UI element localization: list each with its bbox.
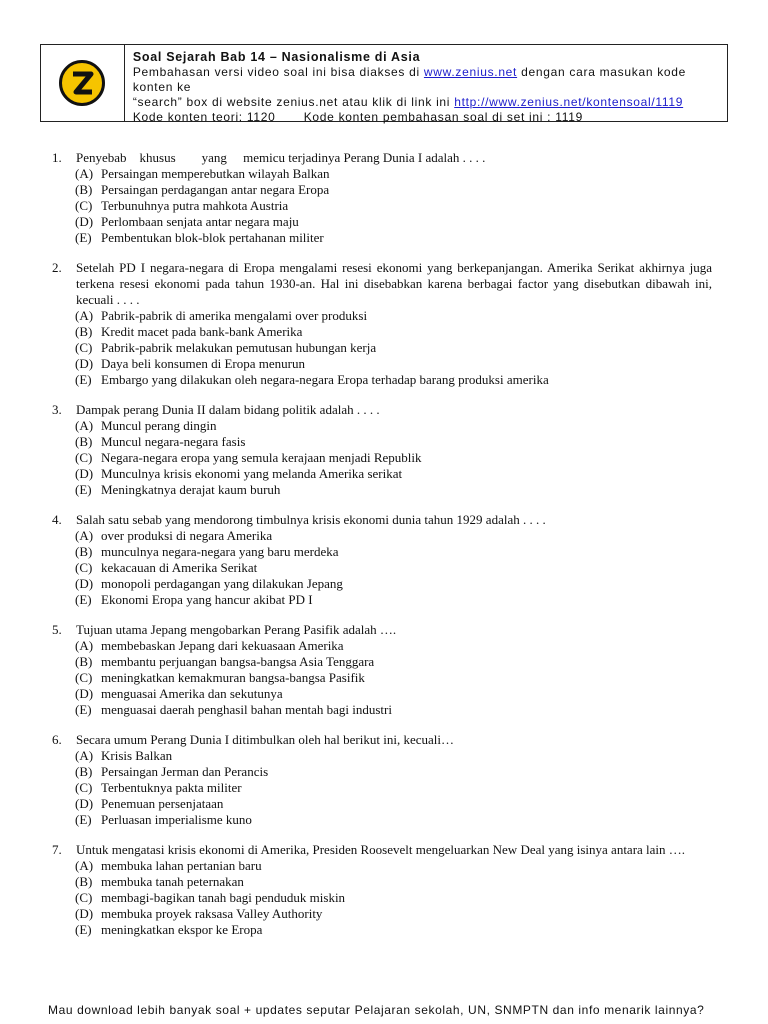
answer-option [75,340,712,356]
answer-option [75,214,712,230]
option-text: Muncul negara-negara fasis [101,434,246,449]
answer-option [75,890,712,906]
answer-option [75,198,712,214]
question-text: Secara umum Perang Dunia I ditimbulkan oleh hal berikut ini, kecuali… [76,732,454,747]
option-text: Perluasan imperialisme kuno [101,812,252,827]
option-text: munculnya negara-negara yang baru merdeka [101,544,339,559]
option-letter: (D) [75,356,94,371]
option-text: Terbentuknya pakta militer [101,780,242,795]
option-letter: (E) [75,592,92,607]
question-number: 3. [52,402,62,417]
option-text: over produksi di negara Amerika [101,528,273,543]
option-text: Muncul perang dingin [101,418,217,433]
option-letter: (E) [75,372,92,387]
option-text: Meningkatnya derajat kaum buruh [101,482,281,497]
option-text: Embargo yang dilakukan oleh negara-negara Eropa terhadap barang produksi amerika [101,372,549,387]
option-letter: (A) [75,418,94,433]
question-line [52,842,712,858]
question-line [52,150,712,166]
logo-cell [41,45,125,121]
question-item [52,842,712,938]
answer-option [75,702,712,718]
header-info [125,45,727,124]
option-letter: (C) [75,340,93,355]
question-text: Tujuan utama Jepang mengobarkan Perang Pasifik adalah …. [76,622,397,637]
option-text: Pembentukan blok-blok pertahanan militer [101,230,324,245]
answer-option [75,748,712,764]
option-text: membuka proyek raksasa Valley Authority [101,906,323,921]
option-list [75,166,712,246]
option-letter: (C) [75,560,93,575]
option-letter: (D) [75,466,94,481]
answer-option [75,670,712,686]
option-letter: (D) [75,906,94,921]
header-line-4: Kode konten teori: 1120 Kode konten pembahasan soal di set ini : 1119 [132,110,583,124]
option-text: meningkatkan kemakmuran bangsa-bangsa Pasifik [101,670,365,685]
option-text: Pabrik-pabrik di amerika mengalami over produksi [101,308,368,323]
question-line [52,260,716,308]
question-line [52,512,712,528]
option-text: monopoli perdagangan yang dilakukan Jepang [101,576,343,591]
option-letter: (A) [75,308,94,323]
option-letter: (B) [75,764,93,779]
answer-option [75,356,712,372]
answer-option [75,466,712,482]
option-letter: (A) [75,858,94,873]
question-item [52,150,712,246]
option-list [75,418,712,498]
option-text: meningkatkan ekspor ke Eropa [101,922,263,937]
option-letter: (E) [75,922,92,937]
question-text: Salah satu sebab yang mendorong timbulnya krisis ekonomi dunia tahun 1929 adalah . . . . [76,512,546,527]
option-text: Penemuan persenjataan [101,796,224,811]
option-letter: (C) [75,670,93,685]
option-text: membebaskan Jepang dari kekuasaan Amerika [101,638,344,653]
question-item [52,512,712,608]
answer-option [75,560,712,576]
option-text: Daya beli konsumen di Eropa menurun [101,356,305,371]
option-letter: (D) [75,796,94,811]
option-letter: (B) [75,434,93,449]
option-list [75,748,712,828]
answer-option [75,434,712,450]
document-title: Soal Sejarah Bab 14 – Nasionalisme di Asia [132,50,421,64]
answer-option [75,372,712,388]
question-line [52,732,712,748]
answer-option [75,450,712,466]
answer-option [75,182,712,198]
footer-text: Mau download lebih banyak soal + updates seputar Pelajaran sekolah, UN, SNMPTN dan info menarik lainnya? [48,1003,705,1017]
answer-option [75,576,712,592]
question-text: Setelah PD I negara-negara di Eropa mengalami resesi ekonomi yang berkepanjangan. Amerika Serikat akhirnya juga terkena resesi ekonomi pada tahun 1930-an. Hal ini disebabkan karena berbagai factor yang disebutkan dibawah ini, kecuali . . . . [76,260,716,307]
answer-option [75,592,712,608]
header-text: Pembahasan versi video soal ini bisa diakses di [132,65,424,79]
option-letter: (B) [75,544,93,559]
option-letter: (E) [75,230,92,245]
answer-option [75,418,712,434]
option-letter: (C) [75,450,93,465]
option-list [75,308,712,388]
option-text: Negara-negara eropa yang semula kerajaan menjadi Republik [101,450,422,465]
option-text: menguasai Amerika dan sekutunya [101,686,283,701]
answer-option [75,796,712,812]
option-letter: (A) [75,528,94,543]
option-text: Munculnya krisis ekonomi yang melanda Amerika serikat [101,466,403,481]
option-letter: (D) [75,214,94,229]
option-text: Pabrik-pabrik melakukan pemutusan hubungan kerja [101,340,377,355]
header-text: “search” box di website zenius.net atau klik di link ini [132,95,455,109]
header-text: dengan cara masukan kode konten ke [132,65,687,94]
option-text: Krisis Balkan [101,748,173,763]
question-item [52,260,716,388]
option-letter: (A) [75,748,94,763]
question-number: 1. [52,150,62,165]
zenius-link[interactable]: www.zenius.net [423,65,518,79]
answer-option [75,166,712,182]
question-list [52,150,716,952]
question-text: Untuk mengatasi krisis ekonomi di Amerika, Presiden Roosevelt mengeluarkan New Deal yang isinya antara lain …. [76,842,686,857]
answer-option [75,638,712,654]
option-letter: (C) [75,198,93,213]
option-text: Terbunuhnya putra mahkota Austria [101,198,289,213]
answer-option [75,764,712,780]
option-letter: (D) [75,686,94,701]
question-number: 7. [52,842,62,857]
question-item [52,622,712,718]
option-letter: (A) [75,166,94,181]
option-letter: (B) [75,182,93,197]
question-text: Dampak perang Dunia II dalam bidang politik adalah . . . . [76,402,380,417]
option-text: menguasai daerah penghasil bahan mentah bagi industri [101,702,392,717]
option-text: kekacauan di Amerika Serikat [101,560,258,575]
option-letter: (C) [75,890,93,905]
option-list [75,528,712,608]
question-number: 6. [52,732,62,747]
option-text: Persaingan perdagangan antar negara Eropa [101,182,330,197]
option-list [75,638,712,718]
option-letter: (E) [75,812,92,827]
question-number: 2. [52,260,62,275]
option-text: Ekonomi Eropa yang hancur akibat PD I [101,592,313,607]
option-text: membuka tanah peternakan [101,874,244,889]
option-letter: (E) [75,702,92,717]
answer-option [75,780,712,796]
option-letter: (B) [75,654,93,669]
header-line-3 [133,95,719,110]
option-letter: (B) [75,324,93,339]
option-letter: (C) [75,780,93,795]
kontensoal-link[interactable]: http://www.zenius.net/kontensoal/1119 [454,95,684,109]
option-text: Kredit macet pada bank-bank Amerika [101,324,303,339]
option-letter: (E) [75,482,92,497]
option-text: membuka lahan pertanian baru [101,858,262,873]
answer-option [75,544,712,560]
option-letter: (B) [75,874,93,889]
answer-option [75,528,712,544]
question-number: 4. [52,512,62,527]
option-text: membantu perjuangan bangsa-bangsa Asia Tenggara [101,654,375,669]
question-line [52,402,712,418]
answer-option [75,906,712,922]
zenius-logo-icon [59,60,105,106]
answer-option [75,324,712,340]
answer-option [75,654,712,670]
option-list [75,858,712,938]
question-line [52,622,712,638]
header-line-2 [133,65,719,95]
question-item [52,402,712,498]
option-text: Persaingan memperebutkan wilayah Balkan [101,166,330,181]
question-text: Penyebab khusus yang memicu terjadinya Perang Dunia I adalah . . . . [76,150,486,165]
question-number: 5. [52,622,62,637]
option-letter: (D) [75,576,94,591]
answer-option [75,686,712,702]
header-box [40,44,728,122]
answer-option [75,922,712,938]
option-text: Persaingan Jerman dan Perancis [101,764,269,779]
answer-option [75,812,712,828]
answer-option [75,308,712,324]
answer-option [75,858,712,874]
answer-option [75,230,712,246]
option-letter: (A) [75,638,94,653]
answer-option [75,874,712,890]
option-text: membagi-bagikan tanah bagi penduduk miskin [101,890,346,905]
answer-option [75,482,712,498]
question-item [52,732,712,828]
option-text: Perlombaan senjata antar negara maju [101,214,299,229]
